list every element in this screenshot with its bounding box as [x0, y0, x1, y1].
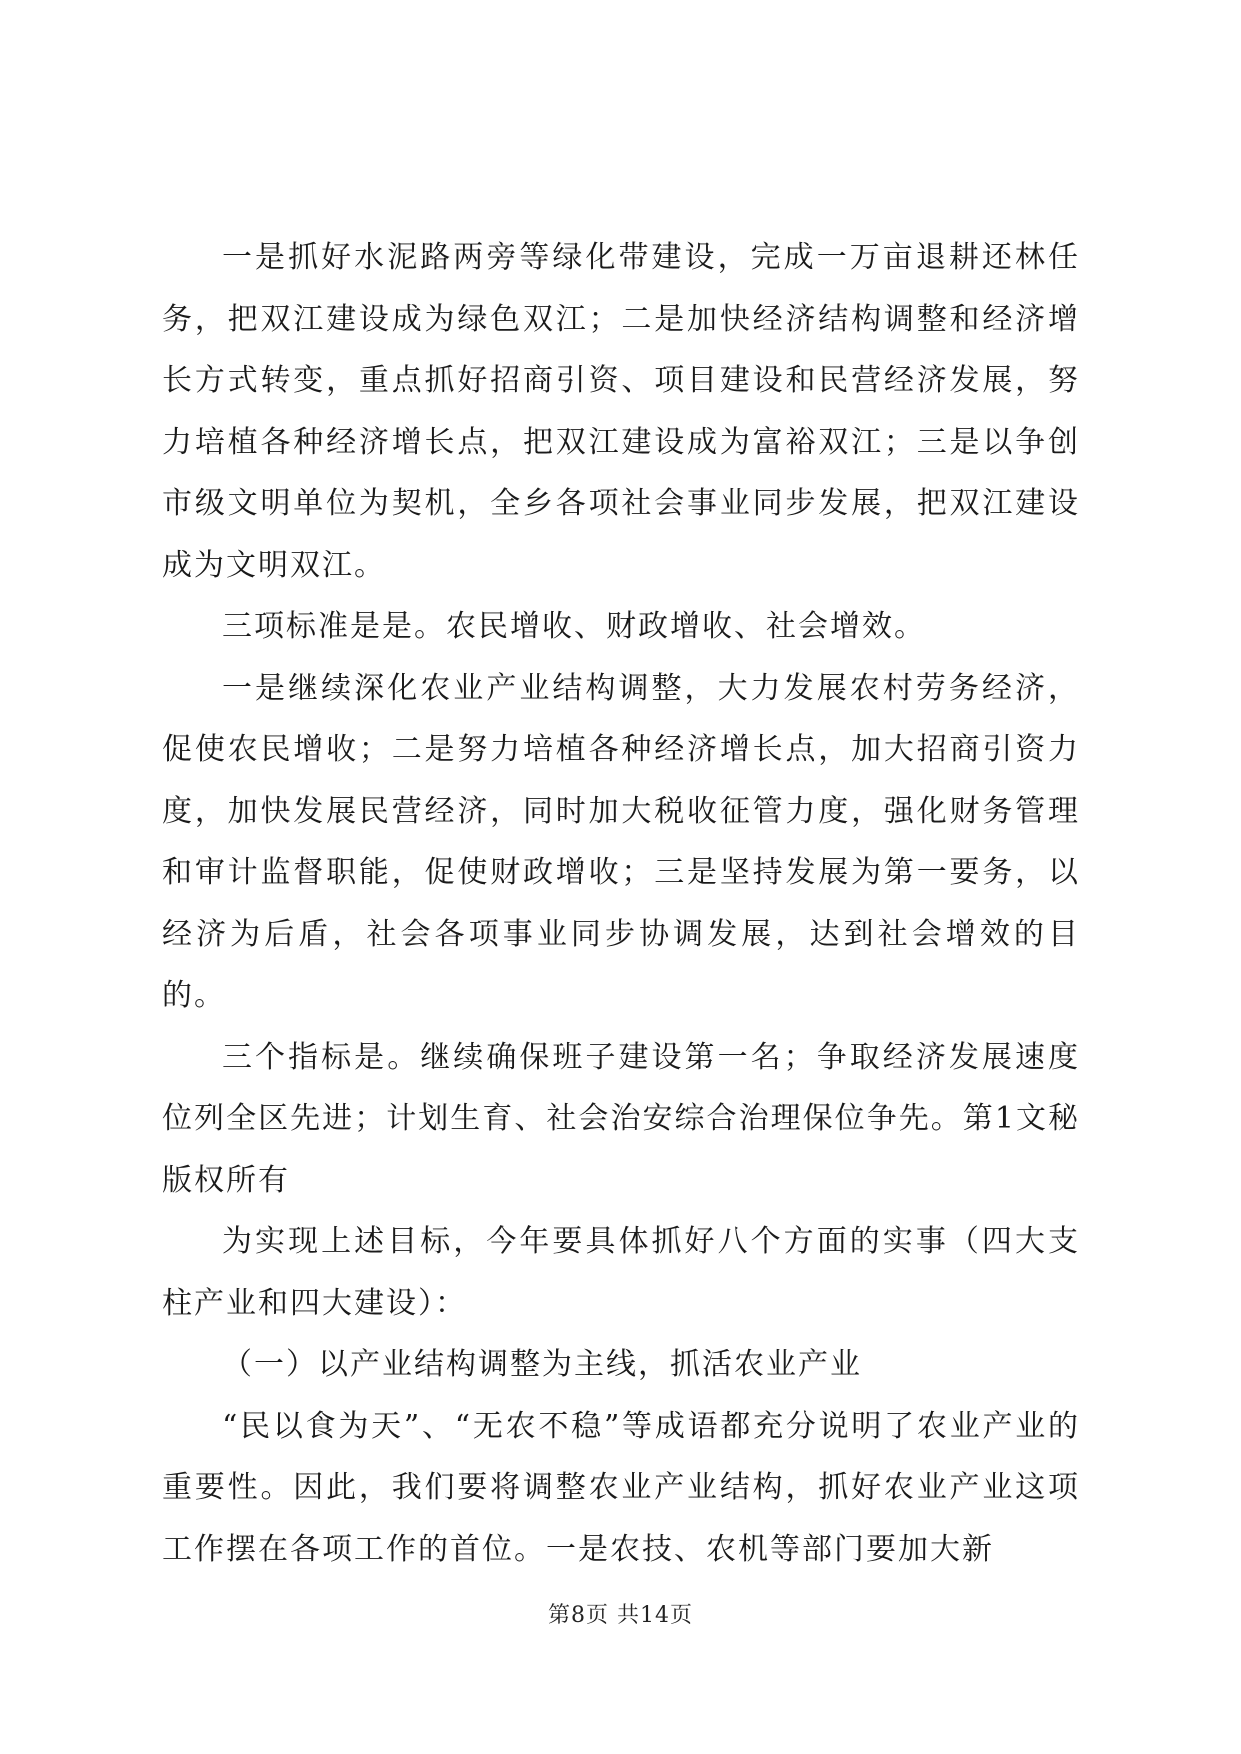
document-body	[162, 227, 1080, 1580]
paragraph-three-indicators: 三个指标是。继续确保班子建设第一名；争取经济发展速度位列全区先进；计划生育、社会治安综合治理保位争先。第1文秘版权所有	[162, 1039, 1080, 1198]
paragraph-standards-detail: 一是继续深化农业产业结构调整，大力发展农村劳务经济，促使农民增收；二是努力培植各种经济增长点，加大招商引资力度，加快发展民营经济，同时加大税收征管力度，强化财务管理和审计监督职能，促使财政增收；三是坚持发展为第一要务，以经济为后盾，社会各项事业同步协调发展，达到社会增效的目的。	[162, 670, 1080, 1013]
paragraph-agriculture-importance: “民以食为天”、“无农不稳”等成语都充分说明了农业产业的重要性。因此，我们要将调整农业产业结构，抓好农业产业这项工作摆在各项工作的首位。一是农技、农机等部门要加大新	[162, 1408, 1080, 1567]
page-footer: 第8页 共14页	[548, 1603, 693, 1628]
paragraph-eight-tasks: 为实现上述目标，今年要具体抓好八个方面的实事（四大支柱产业和四大建设）：	[162, 1224, 1080, 1321]
paragraph-three-standards: 三项标准是是。农民增收、财政增收、社会增效。	[222, 609, 926, 644]
paragraph-greening-goals: 一是抓好水泥路两旁等绿化带建设，完成一万亩退耕还林任务，把双江建设成为绿色双江；二是加快经济结构调整和经济增长方式转变，重点抓好招商引资、项目建设和民营经济发展，努力培植各种经济增长点，把双江建设成为富裕双江；三是以争创市级文明单位为契机，全乡各项社会事业同步发展，把双江建设成为文明双江。	[162, 240, 1080, 583]
section-heading-agriculture: （一）以产业结构调整为主线，抓活农业产业	[222, 1347, 862, 1382]
